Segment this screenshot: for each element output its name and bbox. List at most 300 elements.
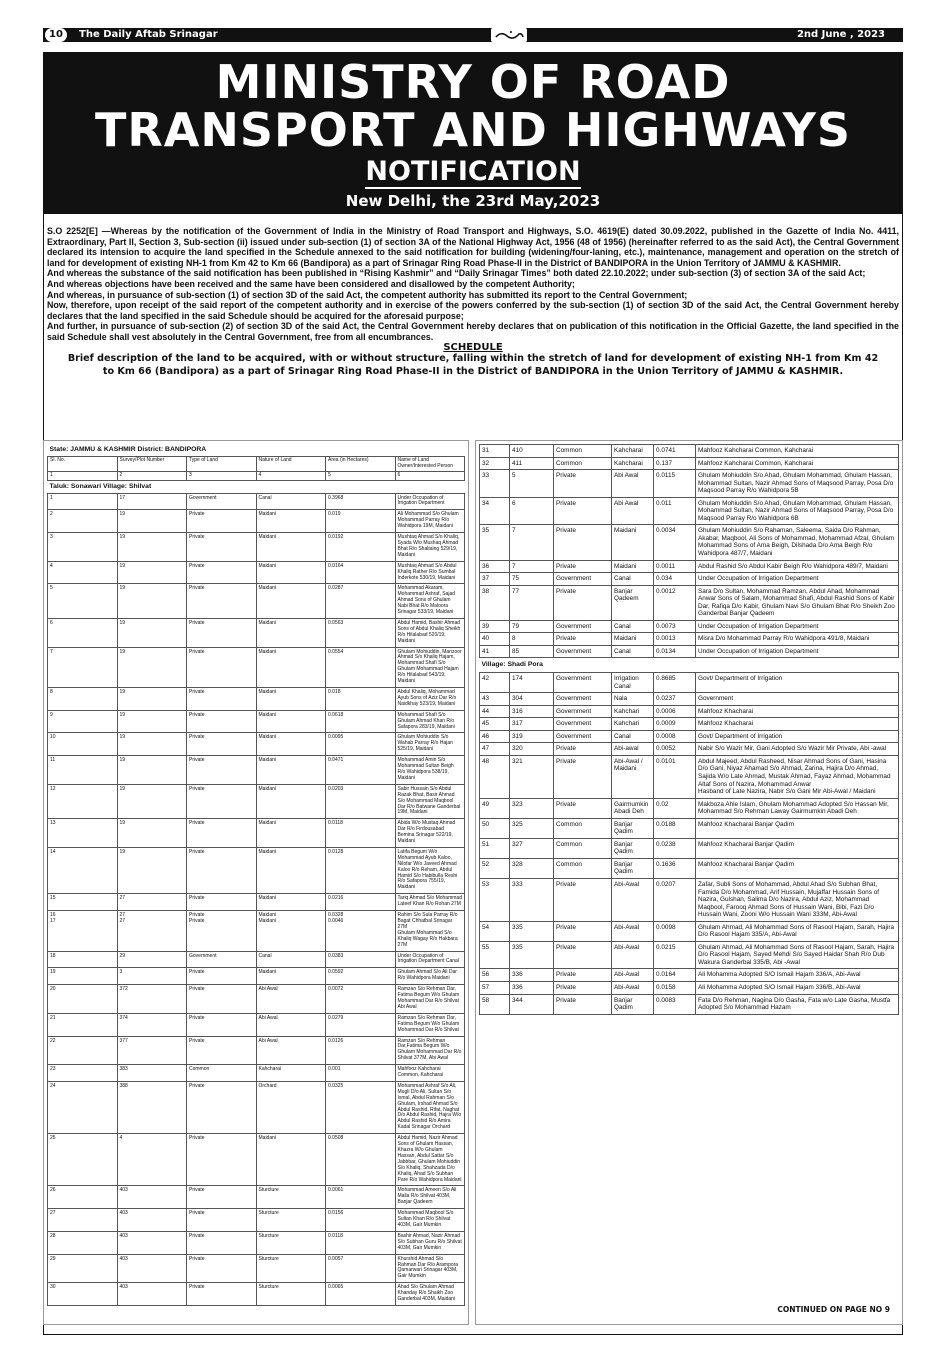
- table-cell: 42: [480, 673, 510, 693]
- table-cell: Private Private: [187, 911, 257, 951]
- table-cell: Maidani: [256, 561, 326, 584]
- table-cell: Maidani: [256, 819, 326, 848]
- table-row: [480, 981, 899, 994]
- table-cell: 411: [510, 457, 554, 470]
- table-row: [48, 784, 465, 819]
- table-cell: Bashir Ahmad, Nazir Ahmad S/o Subhan Guru R/o Shilvat 403M, Gair Mumkin: [395, 1231, 465, 1254]
- table-cell: 19: [117, 561, 187, 584]
- state-district-line: State: JAMMU & KASHMIR District: BANDIPORA: [49, 446, 207, 453]
- table-cell: Abida W/o Mustaq Ahmad Dar R/o Firdousabad Bemina Srinagar 522/19, Maidani: [395, 819, 465, 848]
- table-row: [480, 755, 899, 798]
- table-cell: Ghulam Mohiuddin S/o Wahab Parray R/o Hajan 525/19, Maidani: [395, 733, 465, 756]
- table-cell: Private: [187, 1134, 257, 1186]
- table-cell: 53: [480, 878, 510, 921]
- table-cell: Canal: [256, 493, 326, 510]
- table-cell: 41: [480, 645, 510, 658]
- table-cell: Abi-Awal: [612, 941, 654, 969]
- table-cell: 0.0592: [326, 968, 396, 985]
- table-cell: 8: [510, 633, 554, 646]
- table-cell: Abi Awal: [612, 470, 654, 498]
- table-cell: 23: [48, 1065, 118, 1082]
- table-cell: Banjar Qadim: [612, 858, 654, 878]
- table-header-cell: 5: [326, 471, 396, 480]
- table-cell: 0.0034: [654, 525, 696, 560]
- table-cell: 3: [117, 968, 187, 985]
- table-cell: Under Occupation of Irrigation Department: [696, 620, 899, 633]
- table-row: [480, 585, 899, 620]
- table-cell: Government: [554, 718, 612, 731]
- table-row: [48, 847, 465, 893]
- table-cell: 336: [510, 981, 554, 994]
- table-row: [48, 1186, 465, 1209]
- table-row: [480, 470, 899, 498]
- table-cell: 30: [48, 1283, 118, 1306]
- table-cell: 16 17: [48, 911, 118, 951]
- table-cell: Orchard: [256, 1081, 326, 1133]
- table-cell: 0.0012: [654, 585, 696, 620]
- table-cell: 27: [48, 1209, 118, 1232]
- table-cell: Ghulam Mohiuddin, Manzoor Ahmad S/o Khaliq Hajam, Mohammad Shafi S/o Ghulam Mohammad Hajam R/o Hilalabad 543/19, Maidani: [395, 647, 465, 687]
- table-row: [48, 1283, 465, 1306]
- table-cell: Private: [554, 755, 612, 798]
- table-cell: 25: [48, 1134, 118, 1186]
- table-cell: Private: [187, 710, 257, 733]
- table-cell: 6: [510, 497, 554, 525]
- table-cell: 9: [48, 710, 118, 733]
- page-number: 10: [45, 28, 67, 42]
- table-row: [480, 645, 899, 658]
- table-cell: 0.0013: [654, 633, 696, 646]
- table-cell: 10: [48, 733, 118, 756]
- table-cell: 0.0134: [654, 645, 696, 658]
- table-cell: 319: [510, 730, 554, 743]
- table-cell: Common: [554, 445, 612, 458]
- table-cell: Sturcture: [256, 1283, 326, 1306]
- table-cell: Mahfooz Khacharai Banjar Qadim: [696, 818, 899, 838]
- table-cell: Government: [187, 951, 257, 968]
- table-header-cell: 3: [187, 471, 257, 480]
- table-row: [48, 968, 465, 985]
- table-cell: Private: [554, 585, 612, 620]
- table-cell: 48: [480, 755, 510, 798]
- table-cell: 0.0237: [654, 693, 696, 706]
- table-cell: 55: [480, 941, 510, 969]
- table-row: [48, 911, 465, 951]
- table-cell: Ghulam Ahmad, Ali Mohammad Sons of Rasool Hajam, Sarah, Hajira D/o Rasool Hajam, Sayed Mehdi S/o Sayed Haidar Shah R/o Dub Wakura Ganderbal 335/B, Abi -Awal: [696, 941, 899, 969]
- table-cell: Maidani: [256, 894, 326, 911]
- table-cell: Private: [554, 878, 612, 921]
- table-cell: Ghulam Mohiuddin S/o Rahaman, Saleema, Saida D/o Rahman, Akabar, Maqbool, Ali Sons of Mohammad, Mohammad Afzal, Ghulam Mohammad Sons of Ama Beigh, Dilshada D/o Ama Beigh R/o Wahidpora 487/7, Maidani: [696, 525, 899, 560]
- table-cell: 321: [510, 755, 554, 798]
- table-cell: 410: [510, 445, 554, 458]
- table-cell: 27: [117, 894, 187, 911]
- table-cell: 19: [117, 733, 187, 756]
- schedule-description: Brief description of the land to be acquired, with or without structure, falling within the stretch of land for development of existing NH-1 from Km 42 to Km 66 (Bandipora) as a part of Srinagar Ring Road Phase-II in the District of BANDIPORA in the Union Territory of JAMMU & KASHMIR.: [67, 353, 879, 377]
- table-cell: Canal: [256, 951, 326, 968]
- table-cell: 0.0061: [326, 1186, 396, 1209]
- table-cell: 5: [510, 470, 554, 498]
- table-cell: Private: [554, 633, 612, 646]
- notice-banner: [43, 52, 903, 214]
- table-cell: 0.0101: [654, 755, 696, 798]
- table-cell: Maidani: [256, 584, 326, 619]
- table-cell: Private: [187, 1013, 257, 1036]
- table-cell: Private: [187, 894, 257, 911]
- table-row: [480, 994, 899, 1014]
- table-cell: 0.0471: [326, 756, 396, 785]
- table-cell: Ali Mohamma Adopted S/O Ismail Hajam 336/B, Abi-Awal: [696, 981, 899, 994]
- notice-paragraph: And further, in pursuance of sub-section (2) of section 3D of the said Act, the Central Government hereby declares that on publication of this notification in the Official Gazette, the land specified in the said Schedule shall vest absolutely in the Central Government, free from all encumbrances.: [47, 321, 899, 342]
- table-cell: Common: [554, 818, 612, 838]
- table-cell: Maidani: [256, 618, 326, 647]
- table-cell: 0.034: [654, 573, 696, 586]
- table-cell: Maidani: [256, 710, 326, 733]
- table-row: [48, 584, 465, 619]
- table-cell: 0.02: [654, 798, 696, 818]
- table-row: [480, 705, 899, 718]
- table-cell: 316: [510, 705, 554, 718]
- table-cell: Banjar Qadim: [612, 994, 654, 1014]
- table-row: [480, 878, 899, 921]
- table-cell: Tariq Ahmad S/o Mohammad Lateef Khan R/o Rohan 27M: [395, 894, 465, 911]
- table-cell: 0.0006: [654, 705, 696, 718]
- table-cell: 403: [117, 1254, 187, 1283]
- table-cell: Kahchari: [612, 705, 654, 718]
- table-cell: Private: [554, 743, 612, 756]
- table-row: [48, 510, 465, 533]
- table-cell: Maidani: [256, 756, 326, 785]
- table-cell: 0.0383: [326, 951, 396, 968]
- table-cell: 19: [117, 819, 187, 848]
- table-cell: 328: [510, 858, 554, 878]
- table-cell: Mahfooz Khacharai Banjar Qadim: [696, 838, 899, 858]
- table-cell: Government: [554, 673, 612, 693]
- table-cell: 33: [480, 470, 510, 498]
- table-cell: Abi-Awal: [612, 969, 654, 982]
- table-cell: 0.0164: [326, 561, 396, 584]
- table-cell: Ahad S/o Ghulam Ahmad Khanday R/o Shaikh Zoo Ganderbal 403M, Maidani: [395, 1283, 465, 1306]
- table-cell: Ramzan S/o Rehman Dar, Fatima Begum W/o Ghulam Mohammad Dar R/o Shilvat: [395, 1013, 465, 1036]
- table-cell: 325: [510, 818, 554, 838]
- masthead: [43, 28, 903, 42]
- taluk-village-heading: Taluk: Sonawari Village: Shilvat: [49, 482, 152, 490]
- table-cell: 333: [510, 878, 554, 921]
- table-cell: 0.0618: [326, 710, 396, 733]
- notice-paragraph: Now, therefore, upon receipt of the said report of the competent authority and in exercise of the powers conferred by the sub-section (1) of section 3D of the said Act, the Central Government hereby declares that the land specified in the said Schedule should be acquired for the aforesaid purpose;: [47, 300, 899, 321]
- table-row: [480, 633, 899, 646]
- table-cell: 17: [117, 493, 187, 510]
- table-cell: 0.019: [326, 510, 396, 533]
- table-cell: Private: [187, 756, 257, 785]
- table-cell: Ghulam Mohiuddin S/o Ahad, Ghulam Mohammad, Ghulam Hassan, Mohammad Sultan, Nazir Ahmad Sons of Maqsood Parray, Posa D/o Maqsood Parray R/o Wahidpora 5B: [696, 470, 899, 498]
- table-cell: 0.0158: [654, 981, 696, 994]
- table-cell: 0.8685: [654, 673, 696, 693]
- table-cell: 5: [48, 584, 118, 619]
- table-cell: Maidani: [612, 633, 654, 646]
- table-cell: Maidani: [256, 688, 326, 711]
- notice-paragraph: S.O 2252[E] —Whereas by the notification of the Government of India in the Ministry of Road Transport and Highways, S.O. 4619(E) dated 30.09.2022, published in the Gazette of India No. 4411, Extraordinary, Part II, Section 3, Sub-section (ii) issued under sub-section (1) of section 3A of the National Highway Act, 1956 (48 of 1956) (hereinafter referred to as the said Act), the Central Government declared its intension to acquire the land specified in the Schedule annexed to the said notification for building (widening/four-laning, etc.), maintenance, management and operation on the stretch of land for development of existing NH-1 from Km 42 to Km 66 (Bandipora) as a part of Srinagar Ring Road Phase-II in the District of BANDIPORA in the Union Territory of JAMMU & KASHMIR.: [47, 226, 899, 268]
- table-cell: Private: [187, 688, 257, 711]
- table-cell: 75: [510, 573, 554, 586]
- table-cell: Private: [187, 968, 257, 985]
- table-cell: 0.0741: [654, 445, 696, 458]
- table-header-cell: Name of Land Owner/Interested Person: [395, 456, 465, 471]
- table-cell: Banjar Qadeem: [612, 585, 654, 620]
- schedule-column-left: [43, 440, 469, 1325]
- table-cell: Common: [554, 457, 612, 470]
- table-cell: 320: [510, 743, 554, 756]
- table-cell: Government: [554, 705, 612, 718]
- table-cell: Govt/ Department of Irrigation: [696, 730, 899, 743]
- table-cell: 0.0098: [654, 921, 696, 941]
- table-cell: 0.0508: [326, 1134, 396, 1186]
- table-cell: 0.137: [654, 457, 696, 470]
- table-cell: Private: [187, 1036, 257, 1065]
- table-cell: Under Occupation of Irrigation Department Canal: [395, 951, 465, 968]
- table-cell: 52: [480, 858, 510, 878]
- table-cell: Mahfooz Kahcharai Common, Kahcharai: [395, 1065, 465, 1082]
- table-cell: 0.0118: [326, 1231, 396, 1254]
- table-row: [480, 969, 899, 982]
- table-cell: 0.0065: [326, 1283, 396, 1306]
- table-cell: 44: [480, 705, 510, 718]
- table-cell: Maidani: [256, 847, 326, 893]
- table-row: [480, 620, 899, 633]
- table-cell: 36: [480, 560, 510, 573]
- table-cell: Mushtaq Ahmad S/o Khaliq, Syada W/o Mushaq Ahmad Bhat R/o Shaltaing 529/19, Maidani: [395, 533, 465, 562]
- table-cell: 26: [48, 1186, 118, 1209]
- table-header-cell: 1: [48, 471, 118, 480]
- table-cell: 0.0128: [326, 847, 396, 893]
- table-cell: 19: [117, 710, 187, 733]
- table-cell: 37: [480, 573, 510, 586]
- table-cell: Kahcharai: [612, 445, 654, 458]
- table-cell: Ramzan S/o Rehman Dar,Fatima Begum W/o Ghulam Mohammad Dar R/o Shilvat 377M, Abi Awal: [395, 1036, 465, 1065]
- table-cell: Maidani: [256, 968, 326, 985]
- table-cell: 31: [480, 445, 510, 458]
- table-header-cell: Sl. No.: [48, 456, 118, 471]
- table-row: [48, 1231, 465, 1254]
- continued-note: CONTINUED ON PAGE NO 9: [777, 1305, 890, 1314]
- table-cell: 0.0052: [654, 743, 696, 756]
- table-row: [48, 561, 465, 584]
- table-header-cell: 6: [395, 471, 465, 480]
- table-cell: 7: [510, 525, 554, 560]
- table-cell: 0.0325: [326, 1081, 396, 1133]
- table-cell: 0.0279: [326, 1013, 396, 1036]
- table-cell: Private: [554, 497, 612, 525]
- table-cell: Latifa Begum W/o Mohammad Ayub Kaloo, Nilofar W/o Javeed Ahmad Kaloo R/o Reham, Abdul Hamid S/o Habibulla Reshi R/o Safapora 755/19, Maidani: [395, 847, 465, 893]
- table-cell: Abdul Rashid S/o Abdul Kabir Beigh R/o Wahidpora 489/7, Maidani: [696, 560, 899, 573]
- table-cell: 0.0156: [326, 1209, 396, 1232]
- table-row: [480, 693, 899, 706]
- table-cell: Sturcture: [256, 1254, 326, 1283]
- table-cell: Abi Awal: [256, 1036, 326, 1065]
- table-cell: 19: [117, 688, 187, 711]
- table-cell: Private: [187, 533, 257, 562]
- table-cell: Private: [187, 1231, 257, 1254]
- table-cell: Ali Mohammad S/o Ghulam Mohammad Parray R/o Wahidpora 19M, Maidani: [395, 510, 465, 533]
- table-cell: Private: [187, 510, 257, 533]
- table-cell: 20: [48, 985, 118, 1014]
- table-cell: 0.0287: [326, 584, 396, 619]
- table-cell: Maidani: [256, 647, 326, 687]
- table-cell: 35: [480, 525, 510, 560]
- schedule-title: SCHEDULE: [443, 341, 503, 353]
- table-cell: Private: [554, 969, 612, 982]
- table-cell: Abi Awal: [256, 1013, 326, 1036]
- table-cell: Private: [554, 798, 612, 818]
- table-cell: Common: [187, 1065, 257, 1082]
- table-cell: 0.001: [326, 1065, 396, 1082]
- table-cell: 6: [48, 618, 118, 647]
- table-cell: Nala: [612, 693, 654, 706]
- table-cell: 0.0192: [326, 533, 396, 562]
- table-cell: 19: [117, 756, 187, 785]
- table-cell: Government: [554, 693, 612, 706]
- table-row: [48, 710, 465, 733]
- table-cell: 174: [510, 673, 554, 693]
- table-cell: 317: [510, 718, 554, 731]
- table-cell: 22: [48, 1036, 118, 1065]
- table-cell: 57: [480, 981, 510, 994]
- table-cell: Mohammad Shafi S/o Ghulam Ahmad Khan R/o Safapora 283/19, Maidani: [395, 710, 465, 733]
- table-cell: Abdul Majeed, Abdul Rasheed, Nisar Ahmad Sons of Gani, Hasina D/o Gani, Niyaz Ahamad S/o Ahmad, Zarina, Hajira D/o Ahmad, Sajida W/o Late Ahmad, Mustak Ahmad, Fayaz Ahmad, Mohammad Altaf Sons of Nazira, Mohammad Anwar Hasband of Late Nazira, Nabir S/o Gani Mir Abi-Awal / Maidani: [696, 755, 899, 798]
- land-schedule-table: [47, 444, 465, 1306]
- table-cell: 54: [480, 921, 510, 941]
- table-cell: Under Occupation of Irrigation Department: [696, 573, 899, 586]
- table-cell: 19: [117, 618, 187, 647]
- table-header-cell: 2: [117, 471, 187, 480]
- table-cell: Irrigation Canal: [612, 673, 654, 693]
- schedule-column-right: [475, 440, 903, 1325]
- table-cell: Sara D/o Sultan, Mohammad Ramzan, Abdul Ahad, Mohammad Anwar Sons of Salam, Mohammad Shafi, Abdul Rashid Sons of Kabir Dar, Rafiqa D/o Kabir, Ghulam Navi S/o Ghulam Bhat R/o Sheikh Zoo Ganderbal Banjar Qadeem: [696, 585, 899, 620]
- table-cell: Canal: [612, 730, 654, 743]
- table-cell: Canal: [612, 645, 654, 658]
- table-cell: 0.0073: [654, 620, 696, 633]
- table-cell: Gairmumkin Abadi Deh: [612, 798, 654, 818]
- table-cell: 29: [117, 951, 187, 968]
- table-cell: 19: [117, 510, 187, 533]
- table-cell: 7: [48, 647, 118, 687]
- table-cell: Sturcture: [256, 1209, 326, 1232]
- table-cell: 0.0328 0.0046: [326, 911, 396, 951]
- table-cell: 19: [117, 647, 187, 687]
- table-cell: Govt/ Department of Irrigation: [696, 673, 899, 693]
- table-row: [48, 1209, 465, 1232]
- table-cell: 47: [480, 743, 510, 756]
- table-cell: 46: [480, 730, 510, 743]
- table-cell: 388: [117, 1081, 187, 1133]
- table-cell: Government: [554, 645, 612, 658]
- table-row: [48, 1081, 465, 1133]
- table-row: [48, 647, 465, 687]
- table-cell: 1: [48, 493, 118, 510]
- table-cell: Private: [187, 618, 257, 647]
- table-row: [480, 818, 899, 838]
- table-cell: 8: [48, 688, 118, 711]
- table-row: [480, 858, 899, 878]
- table-cell: Rahim S/o Sula Parray R/o Bagat Chhatbal Srinagar 27M Ghulam Mohammad S/o Khaliq Wagay R/o Hakbara 27M: [395, 911, 465, 951]
- table-cell: Mahfooz Kahcharai Common, Kahcharai: [696, 445, 899, 458]
- table-cell: Private: [554, 525, 612, 560]
- table-cell: 0.0115: [654, 470, 696, 498]
- table-row: [48, 1036, 465, 1065]
- table-cell: Abi-awal: [612, 743, 654, 756]
- table-row: [48, 618, 465, 647]
- table-cell: Mahfooz Khacharai: [696, 705, 899, 718]
- table-row: [48, 985, 465, 1014]
- table-cell: 383: [117, 1065, 187, 1082]
- table-cell: 18: [48, 951, 118, 968]
- table-cell: 27 27: [117, 911, 187, 951]
- table-cell: 19: [48, 968, 118, 985]
- table-cell: Maidani: [256, 784, 326, 819]
- table-cell: Makboza Ahle Islam, Ghulam Mohammad Adopted S/o Hassan Mir, Mohammad S/o Rehman Laway Gairmumkin Abadi Deh: [696, 798, 899, 818]
- table-cell: 0.1636: [654, 858, 696, 878]
- table-cell: Maidani: [256, 533, 326, 562]
- table-cell: 0.0057: [326, 1254, 396, 1283]
- table-cell: Private: [554, 470, 612, 498]
- table-row: [480, 730, 899, 743]
- table-cell: 24: [48, 1081, 118, 1133]
- table-row: [48, 1065, 465, 1082]
- table-cell: 0.0207: [654, 878, 696, 921]
- table-cell: Kahcharai: [256, 1065, 326, 1082]
- table-cell: 0.0011: [654, 560, 696, 573]
- table-cell: Government: [554, 620, 612, 633]
- table-cell: Maidani: [256, 1134, 326, 1186]
- table-cell: 3: [48, 533, 118, 562]
- table-cell: Abi-Awal: [612, 981, 654, 994]
- table-cell: Khurshid Ahmad S/o Rahman Dar R/o Arampora Qamarwari Srinagar 403M, Gair Mumkin: [395, 1254, 465, 1283]
- table-cell: Ali Mohamma Adopted S/O Ismail Hajam 336/A, Abi-Awal: [696, 969, 899, 982]
- table-cell: 12: [48, 784, 118, 819]
- table-row: [480, 718, 899, 731]
- table-cell: 0.0238: [654, 838, 696, 858]
- table-cell: 40: [480, 633, 510, 646]
- table-row: [48, 688, 465, 711]
- table-cell: Private: [187, 584, 257, 619]
- table-cell: 21: [48, 1013, 118, 1036]
- table-cell: Abi-Awal: [612, 921, 654, 941]
- table-cell: 0.0554: [326, 647, 396, 687]
- table-cell: 45: [480, 718, 510, 731]
- table-cell: Private: [187, 561, 257, 584]
- table-cell: Banjar Qadim: [612, 818, 654, 838]
- table-cell: Zafar, Subli Sons of Mohammad, Abdul Ahad S/o Subhan Bhat, Famida D/o Mohammad, Arif Hussain, Mujaffar Hussain Sons of Nazira, Gulshan, Salima D/o Nazira, Abdul Aziz, Mohammad Maqbool, Farooq Ahmad Sons of Hussain Wani, Bibi, Fazi D/o Hussain Wani, Zooni W/o Hussain Wani 333M, Abi-Awal: [696, 878, 899, 921]
- table-row: [48, 1134, 465, 1186]
- table-cell: 304: [510, 693, 554, 706]
- table-cell: 0.0216: [326, 894, 396, 911]
- notice-paragraph: And whereas, in pursuance of sub-section (1) of section 3D of the said Act, the competent authority has submitted its report to the Central Government;: [47, 289, 688, 300]
- table-header-cell: Survey/Plot Number: [117, 456, 187, 471]
- table-cell: 0.011: [654, 497, 696, 525]
- table-cell: 51: [480, 838, 510, 858]
- table-cell: Maidani: [256, 510, 326, 533]
- table-row: [480, 573, 899, 586]
- table-cell: 14: [48, 847, 118, 893]
- table-cell: 56: [480, 969, 510, 982]
- table-cell: 0.0072: [326, 985, 396, 1014]
- table-cell: 374: [117, 1013, 187, 1036]
- table-cell: Mohammad Amin S/o Mohammad Sultan Beigh R/o Wahidpora 538/19, Maidani: [395, 756, 465, 785]
- table-cell: Abi-Awal / Maidani: [612, 755, 654, 798]
- table-row: [480, 673, 899, 693]
- table-cell: 15: [48, 894, 118, 911]
- table-row: [48, 756, 465, 785]
- table-row: [480, 445, 899, 458]
